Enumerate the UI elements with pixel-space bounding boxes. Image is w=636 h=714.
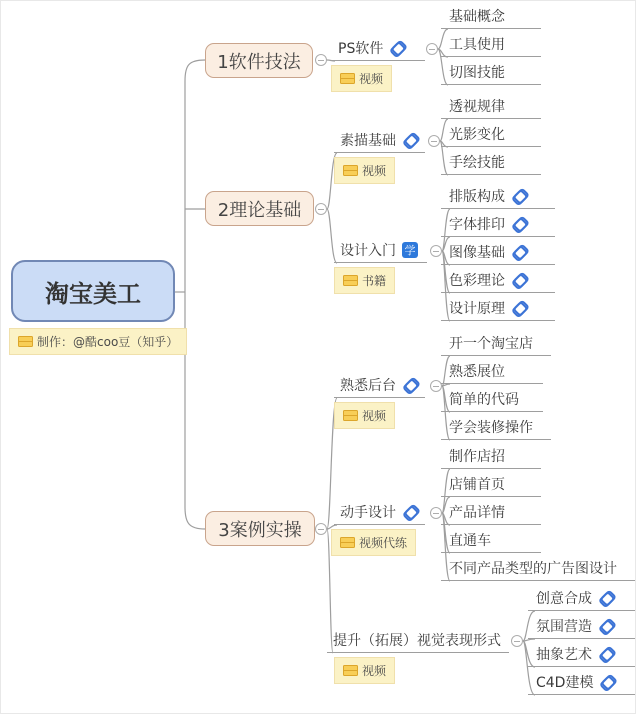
topic-label: PS软件 <box>338 40 384 57</box>
notes-icon <box>340 73 353 84</box>
subtopic-node[interactable] <box>441 239 555 265</box>
topic-node-visual-upgrade[interactable] <box>327 627 509 653</box>
subtopic-label: 开一个淘宝店 <box>449 335 533 352</box>
topic-label: 设计入门 <box>340 242 396 259</box>
subtopic-label: 透视规律 <box>449 98 505 115</box>
link-icon[interactable] <box>399 129 421 151</box>
link-icon[interactable] <box>508 185 530 207</box>
note-label[interactable] <box>334 157 395 184</box>
topic-label: 素描基础 <box>340 132 396 149</box>
subtopic-label: 切图技能 <box>449 64 505 81</box>
notes-icon <box>343 665 356 676</box>
branch-label: 1软件技法 <box>217 51 301 73</box>
subtopic-label: 色彩理论 <box>449 272 505 289</box>
note-label[interactable] <box>334 657 395 684</box>
branch-node-theory[interactable] <box>205 191 314 226</box>
subtopic-node[interactable] <box>441 527 541 553</box>
link-icon[interactable] <box>508 269 530 291</box>
collapse-minus-icon[interactable] <box>428 135 440 147</box>
subtopic-node[interactable] <box>441 183 555 209</box>
topic-label: 熟悉后台 <box>340 377 396 394</box>
study-badge[interactable]: 学 <box>402 242 418 258</box>
topic-node-ps[interactable] <box>332 35 425 61</box>
link-icon[interactable] <box>595 587 617 609</box>
link-icon[interactable] <box>508 297 530 319</box>
subtopic-label: 简单的代码 <box>449 391 519 408</box>
subtopic-label: 排版构成 <box>449 188 505 205</box>
note-text: 视频代练 <box>359 536 408 550</box>
branch-label: 2理论基础 <box>217 199 302 221</box>
notes-icon <box>18 336 31 347</box>
link-icon[interactable] <box>386 37 408 59</box>
branch-node-cases[interactable] <box>205 511 315 546</box>
root-note-text: 制作：@酷coo豆（知乎） <box>37 335 179 349</box>
root-note-label[interactable] <box>9 328 187 355</box>
notes-icon <box>340 537 353 548</box>
subtopic-node[interactable] <box>528 585 636 611</box>
subtopic-node[interactable] <box>441 295 555 321</box>
subtopic-node[interactable] <box>528 669 636 695</box>
subtopic-node[interactable] <box>441 555 635 581</box>
note-label[interactable] <box>331 529 416 556</box>
branch-label: 3案例实操 <box>218 519 302 541</box>
subtopic-node[interactable] <box>441 414 551 440</box>
subtopic-label: 光影变化 <box>449 126 505 143</box>
subtopic-label: 图像基础 <box>449 244 505 261</box>
link-icon[interactable] <box>597 671 619 693</box>
branch-node-software[interactable] <box>205 43 313 78</box>
subtopic-label: 学会装修操作 <box>449 419 533 436</box>
collapse-minus-icon[interactable] <box>426 43 438 55</box>
notes-icon <box>343 275 356 286</box>
subtopic-label: 熟悉展位 <box>449 363 505 380</box>
subtopic-node[interactable] <box>441 211 555 237</box>
root-node-label: 淘宝美工 <box>45 279 141 308</box>
subtopic-node[interactable] <box>441 59 541 85</box>
subtopic-label: 产品详情 <box>449 504 505 521</box>
topic-label: 动手设计 <box>340 504 396 521</box>
topic-node-backend[interactable] <box>334 372 425 398</box>
note-text: 视频 <box>359 72 384 86</box>
notes-icon <box>343 410 356 421</box>
link-icon[interactable] <box>595 615 617 637</box>
subtopic-label: 店铺首页 <box>449 476 505 493</box>
note-text: 视频 <box>362 409 387 423</box>
subtopic-label: 手绘技能 <box>449 154 505 171</box>
subtopic-label: C4D建模 <box>536 674 594 691</box>
root-node[interactable] <box>11 260 175 322</box>
topic-node-design-intro[interactable] <box>334 237 427 263</box>
link-icon[interactable] <box>399 501 421 523</box>
subtopic-node[interactable] <box>441 358 543 384</box>
note-label[interactable] <box>334 267 395 294</box>
subtopic-node[interactable] <box>441 31 541 57</box>
link-icon[interactable] <box>595 643 617 665</box>
note-label[interactable] <box>331 65 392 92</box>
topic-node-sketch[interactable] <box>334 127 425 153</box>
subtopic-label: 设计原理 <box>449 300 505 317</box>
link-icon[interactable] <box>399 374 421 396</box>
notes-icon <box>343 165 356 176</box>
subtopic-label: 字体排印 <box>449 216 505 233</box>
subtopic-node[interactable] <box>441 443 541 469</box>
link-icon[interactable] <box>508 213 530 235</box>
subtopic-node[interactable] <box>441 121 541 147</box>
note-text: 视频 <box>362 664 387 678</box>
subtopic-node[interactable] <box>528 613 636 639</box>
note-text: 视频 <box>362 164 387 178</box>
subtopic-label: 直通车 <box>449 532 491 549</box>
subtopic-node[interactable] <box>528 641 636 667</box>
subtopic-node[interactable] <box>441 3 541 29</box>
note-text: 书籍 <box>362 274 387 288</box>
subtopic-node[interactable] <box>441 93 541 119</box>
subtopic-node[interactable] <box>441 267 555 293</box>
collapse-minus-icon[interactable] <box>315 203 327 215</box>
subtopic-node[interactable] <box>441 149 541 175</box>
collapse-minus-icon[interactable] <box>511 635 523 647</box>
collapse-minus-icon[interactable] <box>315 523 327 535</box>
topic-node-hands-on[interactable] <box>334 499 425 525</box>
subtopic-label: 制作店招 <box>449 448 505 465</box>
subtopic-label: 不同产品类型的广告图设计 <box>449 560 617 577</box>
topic-label: 提升（拓展）视觉表现形式 <box>333 632 501 649</box>
subtopic-label: 基础概念 <box>449 8 505 25</box>
subtopic-node[interactable] <box>441 386 543 412</box>
subtopic-label: 氛围营造 <box>536 618 592 635</box>
subtopic-node[interactable] <box>441 330 551 356</box>
subtopic-node[interactable] <box>441 471 541 497</box>
link-icon[interactable] <box>508 241 530 263</box>
subtopic-node[interactable] <box>441 499 541 525</box>
note-label[interactable] <box>334 402 395 429</box>
subtopic-label: 创意合成 <box>536 590 592 607</box>
collapse-minus-icon[interactable] <box>315 54 327 66</box>
subtopic-label: 抽象艺术 <box>536 646 592 663</box>
subtopic-label: 工具使用 <box>449 36 505 53</box>
